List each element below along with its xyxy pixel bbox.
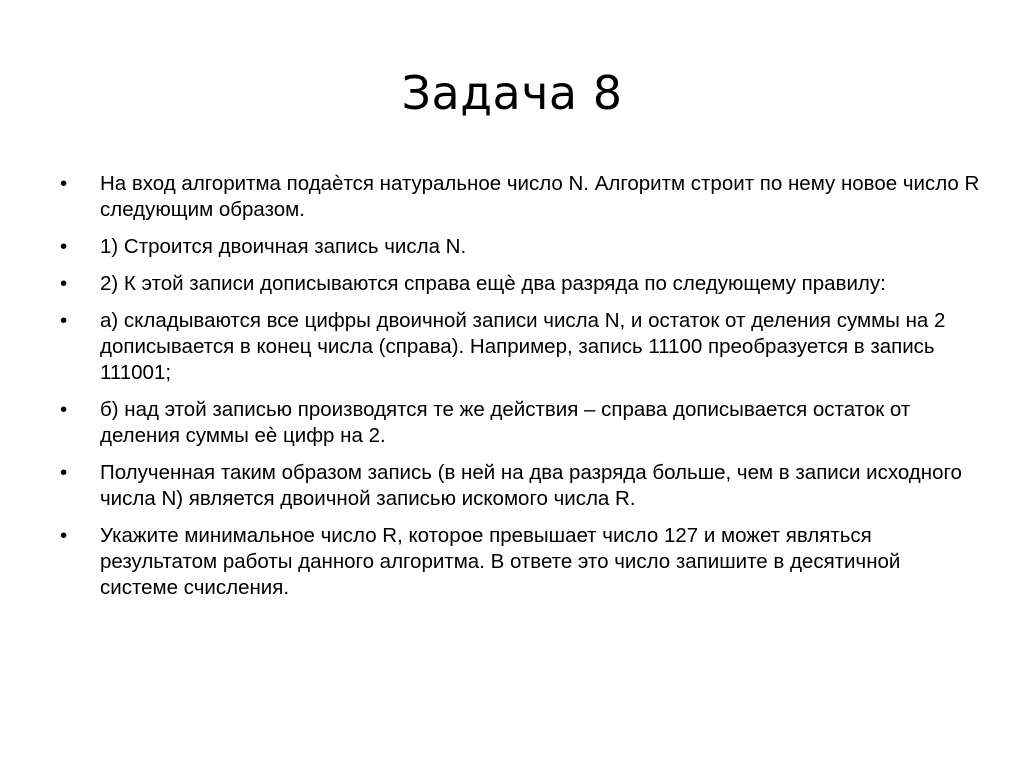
bullet-item-1 [60,171,980,223]
bullet-item-6 [60,460,980,512]
bullet-text-7: Укажите минимальное число R, которое превышает число 127 и может являться результатом работы данного алгоритма. В ответе это число запишите в десятичной системе счисления. [100,524,901,599]
bullet-text-4: а) складываются все цифры двоичной записи числа N, и остаток от деления суммы на 2 дописывается в конец числа (справа). Например, запись 11100 преобразуется в запись 111001; [100,309,946,384]
bullet-dot: • [60,309,68,332]
bullet-item-5 [60,397,980,449]
bullet-text-1: На вход алгоритма подаѐтся натуральное число N. Алгоритм строит по нему новое число R следующим образом. [100,172,980,221]
bullet-dot: • [60,524,68,547]
bullet-dot: • [60,172,68,195]
bullet-item-4 [60,308,980,386]
bullet-dot: • [60,235,68,258]
bullet-text-3: 2) К этой записи дописываются справа ещѐ два разряда по следующему правилу: [100,272,886,295]
bullet-item-7 [60,523,980,601]
bullet-text-2: 1) Строится двоичная запись числа N. [100,235,467,258]
bullet-item-3 [60,271,980,297]
bullet-text-5: б) над этой записью производятся те же действия – справа дописывается остаток от деления суммы еѐ цифр на 2. [100,398,911,447]
bullet-item-2 [60,234,980,260]
bullet-dot: • [60,398,68,421]
bullet-list [60,171,980,612]
slide-title: Задача 8 [401,66,623,120]
bullet-dot: • [60,272,68,295]
bullet-text-6: Полученная таким образом запись (в ней на два разряда больше, чем в записи исходного числа N) является двоичной записью искомого числа R. [100,461,962,510]
bullet-dot: • [60,461,68,484]
